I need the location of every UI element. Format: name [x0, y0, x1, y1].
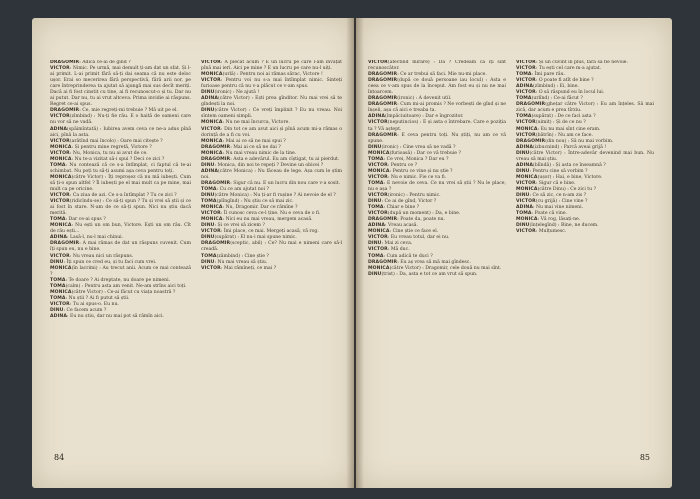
speaker-name: VICTOR: [201, 60, 221, 65]
speaker-name: MONICA: [516, 126, 538, 132]
line-text: : Nu mai vine nimeni.: [532, 205, 584, 211]
line-text: : E ceva pentru toți. Nu știți, nu am ce vă spune.: [368, 132, 506, 144]
speaker-name: VICTOR: [201, 211, 221, 217]
line-text: : Pentru ce ?: [387, 162, 418, 168]
speaker-name: ADINA: [516, 144, 533, 150]
line-text: : Nu contează că ce s-a întîmplat, ci faptul că te-ai schimbat. Nu poți tu să-ți asumi așa ceva pentru toți.: [50, 162, 191, 174]
line-text: : Nu, Dragomir. Dar ce rămîne ?: [222, 205, 298, 211]
line-text: : Te doare ? Ai dreptate, nu doare pe nimeni.: [65, 277, 171, 283]
speaker-name: DRAGOMIR: [368, 132, 398, 138]
speaker-name: MONICA: [201, 205, 223, 211]
speaker-name: VICTOR: [516, 180, 536, 186]
dialogue-line: [50, 314, 191, 320]
line-text: : Eu vreau totul, dar ei nu.: [387, 235, 450, 241]
line-text: : Adică ce-ai de gînd ?: [79, 60, 131, 65]
line-text: (ironic) : Ne ajută !: [214, 90, 260, 96]
dialogue-line: [201, 60, 342, 72]
line-text: : Mulțumesc.: [535, 229, 567, 235]
line-text: : Nu ești un om bun, Victore. Ești un om rău. Cît de rău ești...: [50, 223, 191, 235]
speaker-name: VICTOR: [368, 235, 388, 241]
line-text: : Poate da, poate nu.: [397, 217, 446, 223]
speaker-name: MONICA: [201, 120, 223, 126]
speaker-name: DRAGOMIR: [201, 180, 231, 186]
line-text: : Lasă-l, nu-l mai chinui.: [66, 235, 124, 241]
speaker-name: MONICA: [50, 174, 72, 180]
line-text: : Ce vrei, Monica ? Dar eu ?: [383, 156, 449, 162]
line-text: : Eu aș vrea să mă mai gîndesc.: [397, 259, 471, 265]
speaker-name: MONICA: [201, 150, 223, 156]
line-text: (către Monica) : Nu făceau de lege. Așa cum le știm noi.: [201, 168, 342, 180]
speaker-name: VICTOR: [50, 193, 70, 199]
page-number-left: 84: [54, 453, 65, 462]
line-text: : Dar ce-ai spus ?: [65, 217, 106, 223]
line-text: : Tu ești cel care m-a ajutat.: [535, 66, 602, 72]
speaker-name: MONICA: [50, 144, 72, 150]
line-text: (către Victor) : Îți reproșez că nu mă iubești. Cum să ți-o spun altfel ? Îl iubești pe el mai mult ca pe mine, mai mult ca pe oricine.: [50, 174, 191, 192]
speaker-name: MONICA: [201, 138, 223, 144]
line-text: : Vreau acasă.: [384, 223, 418, 229]
dialogue-line: [201, 169, 342, 181]
speaker-name: VICTOR: [368, 174, 388, 180]
line-text: : Ce, mie regreți-mi trebuie ? Mă uit pe el.: [79, 108, 178, 114]
speaker-name: DINU: [201, 162, 215, 168]
speaker-name: TOMA: [516, 72, 532, 78]
speaker-name: MONICA: [516, 186, 538, 192]
dialogue-line: [201, 241, 342, 253]
speaker-name: DINU: [201, 223, 215, 229]
speaker-name: ADINA: [201, 96, 218, 102]
line-text: (către Victor) : Ești prea gînditor. Nu mai vrei să te gîndești la noi.: [201, 96, 342, 108]
line-text: (uimit) : Și de ce nu ?: [535, 120, 586, 126]
right-column-1: [368, 60, 506, 452]
line-text: : Ca ziua de azi. Ce s-a întîmplat ? Tu ce zici ?: [69, 193, 177, 199]
dialogue-line: [50, 175, 191, 193]
line-text: : Vă rog, lăsați-ne.: [537, 217, 581, 223]
speaker-name: DRAGOMIR: [516, 102, 546, 108]
speaker-name: VICTOR: [368, 120, 388, 126]
dialogue-line: [50, 241, 191, 253]
line-text: (împăciuitoare) : Dar e îngrozitor.: [384, 114, 464, 120]
speaker-name: ADINA: [50, 126, 67, 132]
speaker-name: MONICA: [368, 150, 390, 156]
speaker-name: DRAGOMIR: [201, 156, 231, 162]
line-text: (urlînd) : Ce-ai făcut ?: [531, 96, 583, 102]
line-text: (blîndă) : Și asta ce înseamnă ?: [532, 162, 606, 168]
dialogue-line: [368, 60, 506, 72]
line-text: (către Victor) : Între-adevăr devenind mai bun. Nu vreau să mai știu.: [516, 150, 654, 162]
right-page: [356, 18, 672, 488]
line-text: (plîngînd) : Nu știu ce să mai zic.: [216, 199, 294, 205]
line-text: : O să răspund eu în locul lui.: [535, 90, 605, 96]
speaker-name: DINU: [201, 90, 215, 96]
line-text: (urlă) : Pentru noi ai rămas sărac, Victore !: [222, 72, 323, 78]
speaker-name: VICTOR: [516, 78, 536, 84]
speaker-name: VICTOR: [201, 78, 221, 84]
speaker-name: DRAGOMIR: [368, 72, 398, 78]
right-column-2: [516, 60, 654, 452]
line-text: : Tu ai spus-o. Eu nu.: [69, 301, 119, 307]
line-text: : Ce să zic, ce n-am zis ?: [529, 193, 587, 199]
speaker-name: MONICA: [368, 265, 390, 271]
speaker-name: DRAGOMIR: [516, 138, 546, 144]
line-text: (zîmbind) : Ei, bine.: [532, 84, 579, 90]
speaker-name: DRAGOMIR: [368, 96, 398, 102]
line-text: : Mă duc.: [387, 247, 410, 253]
line-text: : Mai ai ce să ne dai ?: [230, 144, 281, 150]
line-text: (ironic) : A devenit util.: [397, 96, 452, 102]
line-text: : Ce ar trebui să faci. Mie nu-mi place.: [397, 72, 487, 78]
speaker-name: MONICA: [50, 265, 72, 271]
line-text: : Cum mi-ai promis ? Ne vorbești de gînd și ne înșeli, așa că aici e treaba ta.: [368, 102, 506, 114]
speaker-name: DRAGOMIR: [50, 108, 80, 114]
dialogue-line: [201, 78, 342, 90]
line-text: (supărat) : El nu-i mai spune nimic.: [214, 235, 297, 241]
line-text: (către Victor) : Dragomir, cele două nu mai sînt.: [389, 265, 502, 271]
speaker-name: VICTOR: [201, 126, 221, 132]
speaker-name: TOMA: [201, 199, 217, 205]
line-text: : Și pentru mine regretă, Victore ?: [71, 144, 152, 150]
dialogue-line: [50, 114, 191, 126]
dialogue-line: [50, 66, 191, 108]
dialogue-line: [201, 127, 342, 139]
line-text: (ridicîndu-se) : Ce să-ți spun ? Tu și vrei să știi și ce ai fost în stare. N-am de ce să-ți spun. Nici nu știu dacă merită.: [50, 199, 191, 217]
line-text: (neputincios) : E și asta o întrebare. Care e poziția ta ? Vă aștept.: [368, 120, 506, 132]
line-text: (înțelegînd) : Bine, ne ducem.: [529, 223, 599, 229]
line-text: : Cum adică te duci ?: [383, 253, 433, 259]
line-text: : Ce facem acum ?: [63, 307, 107, 313]
line-text: : O poate fi atît de bine ?: [535, 78, 594, 84]
line-text: : Poate că vine.: [531, 211, 567, 217]
speaker-name: VICTOR: [368, 211, 388, 217]
dialogue-line: [368, 133, 506, 145]
book-gutter: [346, 18, 364, 488]
line-text: (din nou) : Să nu mai vorbim.: [545, 138, 614, 144]
line-text: : Pentru cine să vorbim ?: [529, 168, 588, 174]
line-text: : Nu ne mai încurca, Victore.: [222, 120, 290, 126]
left-page-columns: [50, 60, 342, 452]
line-text: : Pentru ce vine și nu știe ?: [389, 168, 453, 174]
line-text: : Cine știe ce face el.: [389, 229, 439, 235]
speaker-name: DINU: [201, 108, 215, 114]
line-text: (zîmbind) : Nu-ți fie rău. E o haită de oameni care nu vor să ne vadă.: [50, 114, 191, 126]
line-text: (furioasă) : Dar ce vă trebuie ?: [389, 150, 461, 156]
line-text: : Nu vreau nici un răspuns.: [69, 253, 134, 259]
speaker-name: VICTOR: [50, 199, 70, 205]
page-number-right: 85: [639, 453, 650, 462]
speaker-name: ADINA: [516, 162, 533, 168]
dialogue-line: [368, 272, 506, 278]
speaker-name: VICTOR: [368, 60, 388, 65]
line-text: (sceptic, abil) : Ce? Nu mai e nimeni care să-l creadă.: [201, 241, 342, 253]
speaker-name: TOMA: [368, 253, 384, 259]
line-text: (după un moment) : Da, e bine.: [387, 211, 461, 217]
line-text: : Nimic. Pe urmă, mai demult ți-am dat un sfat. Și l-ai primit. L-ai primit fără să-ți dai seama că nu este deloc ușor. Erai so mecerirea fără perspectivă, fără arii nor, pe care întreprinderea ta ajutat să ajungă mai sus decît meriți. Dacă ai fi fost cinstit cu tine, ai fi recunoscut-o și tu. Dar nu ai putut. Dar nu, tu ai vrut altceva. Prima invidie ai răspuns. Regret ce-ai spus.: [50, 66, 191, 108]
speaker-name: MONICA: [201, 217, 223, 223]
line-text: : E nevoie de ceva. Ce nu vrei să știi ? Nu le place, nu e așa ?: [368, 180, 506, 192]
speaker-name: DINU: [368, 199, 382, 205]
line-text: (către Victor) : Ce-ai făcut cu viața noastră ?: [71, 289, 176, 295]
speaker-name: ADINA: [50, 313, 67, 319]
speaker-name: TOMA: [516, 211, 532, 217]
speaker-name: VICTOR: [368, 193, 388, 199]
speaker-name: MONICA: [516, 217, 538, 223]
line-text: (ironic) : Pentru nimic.: [387, 193, 441, 199]
speaker-name: VICTOR: [50, 253, 70, 259]
dialogue-line: [201, 266, 342, 272]
line-text: (către Monica) : Nu ți-ar fi rușine ? Ai nevoie de el ?: [214, 193, 336, 199]
line-text: : Nici eu nu mai vreau, mergem acasă.: [222, 217, 313, 223]
speaker-name: MONICA: [368, 168, 390, 174]
speaker-name: DRAGOMIR: [368, 259, 398, 265]
speaker-name: VICTOR: [50, 138, 70, 144]
line-text: : Nu mai vreau să știu.: [214, 259, 268, 265]
dialogue-line: [368, 181, 506, 193]
dialogue-line: [201, 108, 342, 120]
speaker-name: VICTOR: [201, 229, 221, 235]
line-text: (trist) : Da, asta e tot ce am vrut să spun.: [381, 271, 478, 277]
speaker-name: DRAGOMIR: [50, 241, 80, 247]
speaker-name: TOMA: [50, 283, 66, 289]
line-text: : A plecat acum ? E un lucru pe care l-am învățat pînă mai ieri. Aici pe mine ? E un lucru pe care nu-l uiți.: [201, 60, 342, 72]
line-text: : Monica, din noi te repeți ? Devine un obicei ?: [214, 162, 324, 168]
dialogue-line: [516, 102, 654, 114]
line-text: : Nu te-a vizitat să-i spui ? Deci ce zici ?: [71, 156, 165, 162]
speaker-name: MONICA: [368, 229, 390, 235]
line-text: : A mai rămas de dat un răspuns cuvenit. Cum îți spun eu, nu e bine.: [50, 241, 191, 253]
speaker-name: DINU: [50, 307, 64, 313]
speaker-name: TOMA: [50, 277, 66, 283]
line-text: : Îmi pare rău.: [531, 72, 566, 78]
speaker-name: DRAGOMIR: [201, 241, 231, 247]
speaker-name: DINU: [368, 271, 382, 277]
speaker-name: VICTOR: [50, 301, 70, 307]
line-text: (către Victor) : Ce vreți împlinit ? Eu nu vreau. Noi sîntem oameni simpli.: [201, 108, 342, 120]
line-text: (după ce două persoane iau locul) : Asta e ceea ce v-am spus de la început. Am fost eu și nu ne mai întoarcem.: [368, 78, 506, 96]
speaker-name: VICTOR: [201, 265, 221, 271]
line-text: : Și ce vrei să zicem ?: [214, 223, 265, 229]
line-text: : Mai zi ceva.: [381, 241, 413, 247]
line-text: (izbucnind) : Parcă aveai grijă !: [532, 144, 607, 150]
speaker-name: ADINA: [50, 235, 67, 241]
right-page-columns: [368, 60, 654, 452]
left-column-1: [50, 60, 191, 452]
line-text: (arătînd mai încolo) : Oare mai citește ?: [69, 138, 163, 144]
speaker-name: TOMA: [50, 217, 66, 223]
speaker-name: DRAGOMIR: [50, 60, 80, 65]
speaker-name: VICTOR: [368, 247, 388, 253]
speaker-name: MONICA: [516, 174, 538, 180]
line-text: : Mai rămîneți, ce mai ?: [220, 265, 277, 271]
speaker-name: TOMA: [368, 180, 384, 186]
speaker-name: VICTOR: [516, 60, 536, 65]
speaker-name: MONICA: [50, 156, 72, 162]
line-text: : Îl cunosc ceva ce-l ține. Nu e ceva de o fi.: [220, 211, 321, 217]
speaker-name: TOMA: [516, 114, 532, 120]
speaker-name: TOMA: [368, 205, 384, 211]
line-text: (afectînd mirare) : Da ? Credeam că îți sînt recunoscător.: [368, 60, 506, 72]
speaker-name: DRAGOMIR: [368, 217, 398, 223]
speaker-name: DINU: [368, 144, 382, 150]
line-text: (zâmbind) : Cine știe ?: [216, 253, 269, 259]
line-text: (ironic) : Cine vrea să ne vadă ?: [381, 144, 456, 150]
speaker-name: DINU: [201, 193, 215, 199]
line-text: (calm) : Pentru asta am venit. Ne-am strîns aici toți.: [65, 283, 187, 289]
line-text: : Sigur că nu. E un lucru din nou care v-a sosit.: [230, 180, 341, 186]
dialogue-line: [201, 96, 342, 108]
speaker-name: VICTOR: [516, 229, 536, 235]
line-text: : Eu nu mai sînt cine eram.: [537, 126, 601, 132]
speaker-name: VICTOR: [50, 66, 70, 72]
speaker-name: VICTOR: [368, 162, 388, 168]
dialogue-line: [368, 102, 506, 114]
line-text: : Chiar e bine ?: [383, 205, 420, 211]
speaker-name: VICTOR: [50, 114, 70, 120]
speaker-name: VICTOR: [516, 132, 536, 138]
line-text: : Nu mai vreau nimic de la tine.: [222, 150, 297, 156]
speaker-name: ADINA: [516, 205, 533, 211]
speaker-name: TOMA: [368, 156, 384, 162]
speaker-name: TOMA: [201, 253, 217, 259]
speaker-name: TOMA: [50, 295, 66, 301]
speaker-name: MONICA: [201, 72, 223, 78]
speaker-name: DINU: [516, 168, 530, 174]
speaker-name: DRAGOMIR: [201, 144, 231, 150]
speaker-name: VICTOR: [516, 199, 536, 205]
speaker-name: MONICA: [50, 289, 72, 295]
line-text: : Nu e nimic. Fie ce va fi.: [387, 174, 447, 180]
line-text: : Îți spun ce cred eu, și tu faci cum vrei.: [63, 259, 157, 265]
speaker-name: DINU: [516, 223, 530, 229]
line-text: (supărat) : De ce faci asta ?: [531, 114, 596, 120]
speaker-name: DINU: [516, 150, 530, 156]
speaker-name: ADINA: [201, 168, 218, 174]
dialogue-line: [516, 151, 654, 163]
line-text: (spăimîntată) : Iubirea avem ceva ce ne-a adus pînă aici, pînă la asta.: [50, 126, 191, 138]
speaker-name: VICTOR: [516, 120, 536, 126]
line-text: (ghețar către Victor) : Eu am înțeles. Să mai zică, dar acum e prea tîrziu.: [516, 102, 654, 114]
speaker-name: ADINA: [368, 223, 385, 229]
left-column-2: [201, 60, 342, 452]
dialogue-line: [50, 266, 191, 278]
line-text: : Pentru voi nu s-a mai întîmplat nimic. Sinteți furioase pentru că nu v-a plăcut ce v-am spus.: [201, 78, 342, 90]
speaker-name: DINU: [50, 259, 64, 265]
left-page: [32, 18, 354, 488]
line-text: : Din tot ce am avut aici și pînă acum mi-a rămas o dorință de a fi cu voi.: [201, 126, 342, 138]
line-text: (cu grijă) : Cine vine ?: [535, 199, 588, 205]
line-text: : Sigur că e bine.: [535, 180, 576, 186]
line-text: : Nu știi ? Ai fi putut să știi.: [65, 295, 130, 301]
speaker-name: ADINA: [516, 84, 533, 90]
speaker-name: DRAGOMIR: [368, 78, 398, 84]
speaker-name: TOMA: [201, 186, 217, 192]
line-text: : Mai ai ce să ne mai spui ?: [222, 138, 286, 144]
dialogue-line: [50, 163, 191, 175]
line-text: (ușor) : Hai, e bine, Victore.: [537, 174, 603, 180]
dialogue-line: [50, 199, 191, 217]
dialogue-line: [516, 229, 654, 235]
line-text: : Ce ai de gînd, Victor ?: [381, 199, 437, 205]
speaker-name: DINU: [201, 259, 215, 265]
line-text: (bătrîn) : Nu am ce face.: [535, 132, 593, 138]
speaker-name: DINU: [516, 193, 530, 199]
line-text: : Și un cuvînt în plus, fără să fie nevoie.: [535, 60, 628, 65]
line-text: (către Dinu) : Ce zici tu ?: [537, 186, 597, 192]
dialogue-line: [50, 127, 191, 139]
speaker-name: TOMA: [516, 96, 532, 102]
speaker-name: ADINA: [368, 114, 385, 120]
line-text: : Asta e adevărul. Eu am cîștigat, tu ai pierdut.: [230, 156, 340, 162]
speaker-name: DRAGOMIR: [368, 102, 398, 108]
speaker-name: TOMA: [50, 162, 66, 168]
speaker-name: DINU: [201, 235, 215, 241]
dialogue-line: [368, 120, 506, 132]
line-text: : Eu nu știu, dar nu mai pot să rămîn aici.: [66, 313, 164, 319]
line-text: : Cu ce am ajutat noi ?: [216, 186, 269, 192]
dialogue-line: [368, 78, 506, 96]
dialogue-line: [50, 223, 191, 235]
speaker-name: VICTOR: [50, 150, 70, 156]
speaker-name: DINU: [368, 241, 382, 247]
speaker-name: VICTOR: [516, 66, 536, 72]
speaker-name: MONICA: [50, 223, 72, 229]
line-text: (în lacrimi) : Au trecut anii. Acum ce mai contează ?: [50, 265, 191, 277]
line-text: : Îmi place, ce mai. Mergeți acasă, vă rog.: [220, 229, 319, 235]
line-text: : Nu, Monica, tu nu ai avut de ce.: [69, 150, 148, 156]
speaker-name: VICTOR: [516, 90, 536, 96]
